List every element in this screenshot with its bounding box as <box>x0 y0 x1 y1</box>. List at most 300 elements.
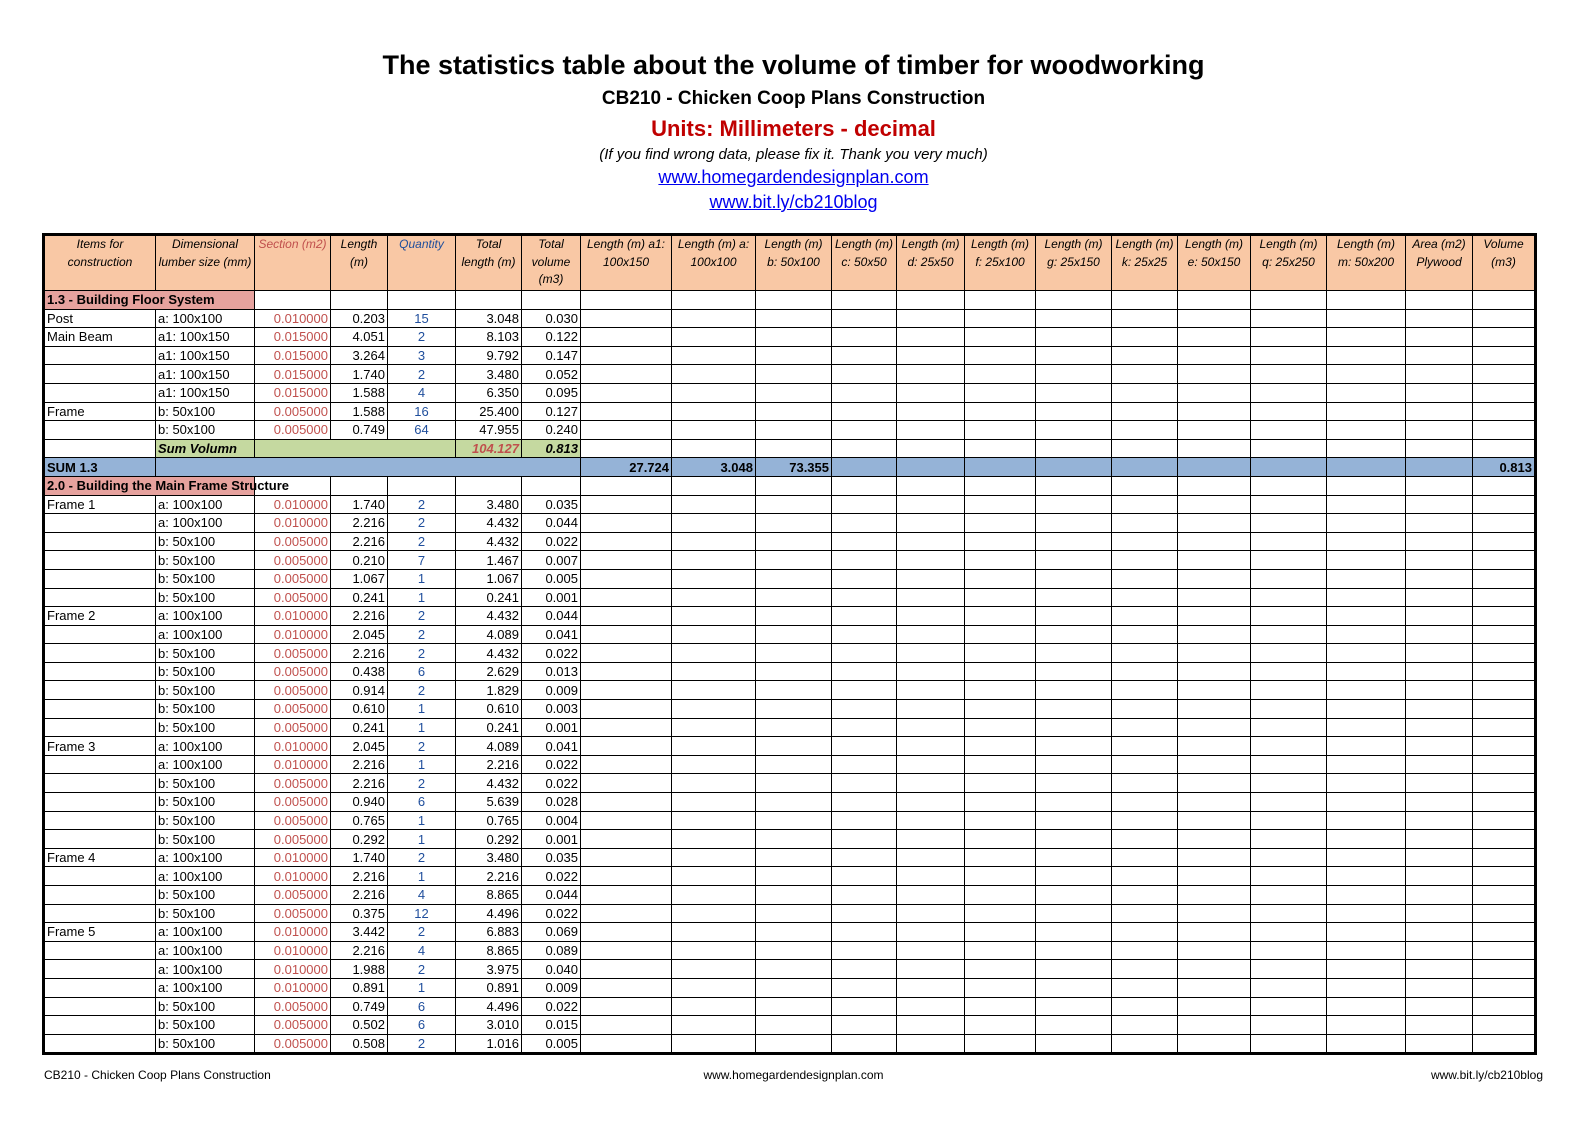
section-value: 0.010000 <box>255 923 331 942</box>
quantity-value: 1 <box>388 755 456 774</box>
quantity-value: 3 <box>388 346 456 365</box>
empty-cell <box>965 532 1036 551</box>
total-length-value: 2.216 <box>456 867 522 886</box>
quantity-value: 16 <box>388 402 456 421</box>
empty-cell <box>672 718 756 737</box>
empty-cell <box>1178 402 1251 421</box>
empty-cell <box>1251 551 1327 570</box>
empty-cell <box>1178 309 1251 328</box>
empty-cell <box>1406 551 1473 570</box>
table-row <box>44 514 1536 533</box>
empty-cell <box>1406 346 1473 365</box>
empty-cell <box>1112 458 1178 477</box>
empty-cell <box>1251 439 1327 458</box>
quantity-value: 12 <box>388 904 456 923</box>
total-length-value: 8.103 <box>456 328 522 347</box>
empty-cell <box>965 718 1036 737</box>
total-length-a1: 27.724 <box>581 458 672 477</box>
lumber-size: a: 100x100 <box>156 625 255 644</box>
item-name <box>44 718 156 737</box>
empty-cell <box>672 346 756 365</box>
empty-cell <box>1178 365 1251 384</box>
empty-cell <box>1473 495 1536 514</box>
empty-cell <box>832 718 897 737</box>
empty-cell <box>1112 328 1178 347</box>
empty-cell <box>1251 848 1327 867</box>
empty-cell <box>1036 569 1112 588</box>
column-header: Length (m) c: 50x50 <box>832 235 897 291</box>
empty-cell <box>581 830 672 849</box>
lumber-size: a: 100x100 <box>156 867 255 886</box>
lumber-size: b: 50x100 <box>156 662 255 681</box>
length-value: 1.067 <box>331 569 388 588</box>
empty-cell <box>581 495 672 514</box>
column-header: Length (m) a1: 100x150 <box>581 235 672 291</box>
empty-cell <box>897 793 965 812</box>
empty-cell <box>1036 960 1112 979</box>
lumber-size: a: 100x100 <box>156 978 255 997</box>
empty-cell <box>1473 774 1536 793</box>
empty-cell <box>581 904 672 923</box>
empty-cell <box>897 439 965 458</box>
empty-cell <box>1327 811 1406 830</box>
empty-cell <box>965 495 1036 514</box>
empty-cell <box>965 830 1036 849</box>
quantity-value: 1 <box>388 867 456 886</box>
length-value: 0.375 <box>331 904 388 923</box>
column-header: Length (m) f: 25x100 <box>965 235 1036 291</box>
quantity-value: 6 <box>388 1016 456 1035</box>
total-volume-value: 0.005 <box>522 569 581 588</box>
quantity-value: 2 <box>388 681 456 700</box>
empty-cell <box>1406 291 1473 310</box>
empty-cell <box>581 346 672 365</box>
item-name <box>44 960 156 979</box>
empty-cell <box>897 514 965 533</box>
item-name <box>44 886 156 905</box>
length-value: 2.216 <box>331 514 388 533</box>
length-value: 0.765 <box>331 811 388 830</box>
empty-cell <box>1251 700 1327 719</box>
total-length-value: 3.480 <box>456 848 522 867</box>
empty-cell <box>1036 383 1112 402</box>
empty-cell <box>1327 1016 1406 1035</box>
empty-cell <box>1406 439 1473 458</box>
empty-cell <box>1327 365 1406 384</box>
website-link[interactable]: www.homegardendesignplan.com <box>658 167 929 187</box>
empty-cell <box>1473 551 1536 570</box>
total-volume-value: 0.022 <box>522 997 581 1016</box>
empty-cell <box>1327 476 1406 495</box>
length-value: 2.045 <box>331 625 388 644</box>
section-value: 0.010000 <box>255 755 331 774</box>
empty-cell <box>756 997 832 1016</box>
empty-cell <box>456 291 522 310</box>
empty-cell <box>1327 644 1406 663</box>
empty-cell <box>1327 867 1406 886</box>
column-header: Total length (m) <box>456 235 522 291</box>
total-volume-value: 0.122 <box>522 328 581 347</box>
empty-cell <box>756 495 832 514</box>
empty-cell <box>1178 625 1251 644</box>
empty-cell <box>672 644 756 663</box>
empty-cell <box>1112 755 1178 774</box>
empty-cell <box>832 625 897 644</box>
empty-cell <box>756 1034 832 1054</box>
column-header: Length (m) b: 50x100 <box>756 235 832 291</box>
empty-cell <box>832 1016 897 1035</box>
total-length-value: 4.432 <box>456 607 522 626</box>
empty-cell <box>897 923 965 942</box>
column-header: Dimensional lumber size (mm) <box>156 235 255 291</box>
section-value: 0.010000 <box>255 625 331 644</box>
empty-cell <box>1406 328 1473 347</box>
empty-cell <box>832 346 897 365</box>
empty-cell <box>756 848 832 867</box>
empty-cell <box>756 681 832 700</box>
lumber-size: a1: 100x150 <box>156 328 255 347</box>
section-value: 0.005000 <box>255 551 331 570</box>
empty-cell <box>897 960 965 979</box>
empty-cell <box>1473 904 1536 923</box>
section-value: 0.005000 <box>255 644 331 663</box>
empty-cell <box>965 681 1036 700</box>
table-row <box>44 495 1536 514</box>
length-value: 1.740 <box>331 495 388 514</box>
empty-cell <box>1112 532 1178 551</box>
column-header: Length (m) d: 25x50 <box>897 235 965 291</box>
empty-cell <box>1251 1016 1327 1035</box>
empty-cell <box>1178 569 1251 588</box>
column-header: Quantity <box>388 235 456 291</box>
length-value: 2.216 <box>331 886 388 905</box>
empty-cell <box>1178 700 1251 719</box>
empty-cell <box>1178 1016 1251 1035</box>
empty-cell <box>1406 476 1473 495</box>
empty-cell <box>1036 830 1112 849</box>
table-row <box>44 960 1536 979</box>
total-volume-value: 0.001 <box>522 588 581 607</box>
lumber-size: b: 50x100 <box>156 569 255 588</box>
empty-cell <box>1036 718 1112 737</box>
empty-cell <box>965 997 1036 1016</box>
empty-cell <box>581 476 672 495</box>
empty-cell <box>1406 514 1473 533</box>
empty-cell <box>672 365 756 384</box>
total-length-value: 47.955 <box>456 421 522 440</box>
empty-cell <box>756 607 832 626</box>
total-volume-value: 0.044 <box>522 886 581 905</box>
empty-cell <box>897 681 965 700</box>
total-spacer <box>156 458 581 477</box>
item-name: Frame 4 <box>44 848 156 867</box>
section-value: 0.015000 <box>255 346 331 365</box>
empty-cell <box>581 439 672 458</box>
empty-cell <box>832 867 897 886</box>
empty-cell <box>1178 1034 1251 1054</box>
length-value: 2.216 <box>331 774 388 793</box>
empty-cell <box>672 793 756 812</box>
table-row <box>44 328 1536 347</box>
empty-cell <box>672 681 756 700</box>
empty-cell <box>1251 1034 1327 1054</box>
empty-cell <box>1473 346 1536 365</box>
length-value: 0.749 <box>331 997 388 1016</box>
empty-cell <box>756 811 832 830</box>
total-volume-value: 0.095 <box>522 383 581 402</box>
empty-cell <box>965 588 1036 607</box>
quantity-value: 7 <box>388 551 456 570</box>
empty-cell <box>581 328 672 347</box>
empty-cell <box>832 383 897 402</box>
total-length-value: 0.891 <box>456 978 522 997</box>
sum-total-volume: 0.813 <box>522 439 581 458</box>
empty-cell <box>965 383 1036 402</box>
page-subtitle: CB210 - Chicken Coop Plans Construction <box>601 88 986 109</box>
item-name <box>44 904 156 923</box>
item-name <box>44 569 156 588</box>
lumber-size: b: 50x100 <box>156 718 255 737</box>
empty-cell <box>897 718 965 737</box>
empty-cell <box>581 997 672 1016</box>
units-label: Units: Millimeters - decimal <box>651 116 936 141</box>
empty-cell <box>1406 774 1473 793</box>
empty-cell <box>832 458 897 477</box>
total-length-value: 4.089 <box>456 625 522 644</box>
empty-cell <box>965 737 1036 756</box>
empty-cell <box>897 830 965 849</box>
empty-cell <box>756 662 832 681</box>
table-row <box>44 644 1536 663</box>
empty-cell <box>965 662 1036 681</box>
sum-total-length: 104.127 <box>456 439 522 458</box>
empty-cell <box>1406 941 1473 960</box>
empty-cell <box>1327 551 1406 570</box>
empty-cell <box>1178 328 1251 347</box>
empty-cell <box>1251 978 1327 997</box>
empty-cell <box>1112 978 1178 997</box>
empty-cell <box>1112 681 1178 700</box>
empty-cell <box>1036 774 1112 793</box>
empty-cell <box>1178 551 1251 570</box>
empty-cell <box>581 1016 672 1035</box>
length-value: 2.216 <box>331 941 388 960</box>
empty-cell <box>672 904 756 923</box>
total-length-value: 0.241 <box>456 718 522 737</box>
empty-cell <box>1251 867 1327 886</box>
empty-cell <box>1473 923 1536 942</box>
empty-cell <box>1327 532 1406 551</box>
column-header: Length (m) q: 25x250 <box>1251 235 1327 291</box>
empty-cell <box>965 309 1036 328</box>
empty-cell <box>832 402 897 421</box>
empty-cell <box>1036 458 1112 477</box>
item-name: Frame <box>44 402 156 421</box>
length-value: 1.740 <box>331 848 388 867</box>
empty-cell <box>1327 402 1406 421</box>
empty-cell <box>1251 383 1327 402</box>
empty-cell <box>1473 365 1536 384</box>
empty-cell <box>1251 681 1327 700</box>
total-volume-value: 0.001 <box>522 830 581 849</box>
table-row <box>44 569 1536 588</box>
empty-cell <box>897 1034 965 1054</box>
empty-cell <box>672 588 756 607</box>
empty-cell <box>1112 495 1178 514</box>
section-title: 1.3 - Building Floor System <box>44 291 255 310</box>
empty-cell <box>832 737 897 756</box>
empty-cell <box>756 569 832 588</box>
total-length-value: 3.480 <box>456 365 522 384</box>
empty-cell <box>1473 848 1536 867</box>
lumber-size: a1: 100x150 <box>156 346 255 365</box>
empty-cell <box>1251 662 1327 681</box>
length-value: 3.442 <box>331 923 388 942</box>
empty-cell <box>1112 662 1178 681</box>
empty-cell <box>1178 346 1251 365</box>
empty-cell <box>965 644 1036 663</box>
empty-cell <box>1251 886 1327 905</box>
empty-cell <box>897 867 965 886</box>
empty-cell <box>756 421 832 440</box>
empty-cell <box>1406 997 1473 1016</box>
length-value: 3.264 <box>331 346 388 365</box>
column-header: Section (m2) <box>255 235 331 291</box>
empty-cell <box>897 346 965 365</box>
item-name: Post <box>44 309 156 328</box>
empty-cell <box>1178 960 1251 979</box>
empty-cell <box>897 625 965 644</box>
item-name <box>44 644 156 663</box>
quantity-value: 2 <box>388 514 456 533</box>
empty-cell <box>1112 309 1178 328</box>
empty-cell <box>1036 514 1112 533</box>
empty-cell <box>1251 607 1327 626</box>
empty-cell <box>832 328 897 347</box>
empty-cell <box>1036 421 1112 440</box>
empty-cell <box>1327 681 1406 700</box>
empty-cell <box>1112 774 1178 793</box>
empty-cell <box>897 644 965 663</box>
empty-cell <box>1473 569 1536 588</box>
blog-link[interactable]: www.bit.ly/cb210blog <box>709 192 878 212</box>
empty-cell <box>1178 607 1251 626</box>
empty-cell <box>897 997 965 1016</box>
empty-cell <box>965 607 1036 626</box>
total-length-value: 9.792 <box>456 346 522 365</box>
section-value: 0.005000 <box>255 1034 331 1054</box>
empty-cell <box>756 402 832 421</box>
empty-cell <box>1406 607 1473 626</box>
quantity-value: 2 <box>388 365 456 384</box>
total-length-value: 4.432 <box>456 532 522 551</box>
empty-cell <box>1473 811 1536 830</box>
empty-cell <box>1406 867 1473 886</box>
total-volume-value: 0.001 <box>522 718 581 737</box>
footer-center-text: www.homegardendesignplan.com <box>703 1068 884 1082</box>
table-row <box>44 1016 1536 1035</box>
section-value: 0.005000 <box>255 1016 331 1035</box>
empty-cell <box>331 291 388 310</box>
section-value: 0.010000 <box>255 867 331 886</box>
table-row <box>44 830 1536 849</box>
empty-cell <box>832 681 897 700</box>
empty-cell <box>672 421 756 440</box>
empty-cell <box>581 402 672 421</box>
empty-cell <box>1178 774 1251 793</box>
empty-cell <box>672 383 756 402</box>
item-name <box>44 867 156 886</box>
empty-cell <box>1251 421 1327 440</box>
empty-cell <box>1251 793 1327 812</box>
item-name: Frame 3 <box>44 737 156 756</box>
empty-cell <box>897 309 965 328</box>
empty-cell <box>1473 700 1536 719</box>
lumber-size: b: 50x100 <box>156 1016 255 1035</box>
empty-cell <box>1036 662 1112 681</box>
empty-cell <box>672 607 756 626</box>
quantity-value: 1 <box>388 811 456 830</box>
empty-cell <box>832 848 897 867</box>
empty-cell <box>1178 867 1251 886</box>
empty-cell <box>1178 755 1251 774</box>
total-volume-value: 0.044 <box>522 607 581 626</box>
empty-cell <box>832 662 897 681</box>
header-link-block <box>0 167 1587 188</box>
lumber-size: a: 100x100 <box>156 923 255 942</box>
empty-cell <box>897 848 965 867</box>
empty-cell <box>581 737 672 756</box>
empty-cell <box>1473 737 1536 756</box>
quantity-value: 1 <box>388 830 456 849</box>
empty-cell <box>1473 588 1536 607</box>
empty-cell <box>1406 737 1473 756</box>
length-value: 0.241 <box>331 588 388 607</box>
length-value: 2.216 <box>331 755 388 774</box>
quantity-value: 2 <box>388 625 456 644</box>
quantity-value: 2 <box>388 848 456 867</box>
lumber-size: b: 50x100 <box>156 793 255 812</box>
empty-cell <box>1036 681 1112 700</box>
table-row <box>44 886 1536 905</box>
table-row <box>44 588 1536 607</box>
item-name: Main Beam <box>44 328 156 347</box>
total-volume-value: 0.028 <box>522 793 581 812</box>
empty-cell <box>1112 737 1178 756</box>
table-row <box>44 681 1536 700</box>
section-value: 0.005000 <box>255 997 331 1016</box>
empty-cell <box>1327 383 1406 402</box>
lumber-size: a: 100x100 <box>156 960 255 979</box>
item-name <box>44 625 156 644</box>
length-value: 0.241 <box>331 718 388 737</box>
empty-cell <box>581 811 672 830</box>
empty-cell <box>1178 291 1251 310</box>
empty-cell <box>897 383 965 402</box>
quantity-value: 2 <box>388 960 456 979</box>
empty-cell <box>1178 941 1251 960</box>
empty-cell <box>1112 421 1178 440</box>
empty-cell <box>672 569 756 588</box>
header-link-block <box>0 192 1587 213</box>
length-value: 1.740 <box>331 365 388 384</box>
empty-cell <box>1473 532 1536 551</box>
quantity-value: 15 <box>388 309 456 328</box>
quantity-value: 2 <box>388 607 456 626</box>
empty-cell <box>1406 309 1473 328</box>
empty-cell <box>832 439 897 458</box>
quantity-value: 2 <box>388 328 456 347</box>
